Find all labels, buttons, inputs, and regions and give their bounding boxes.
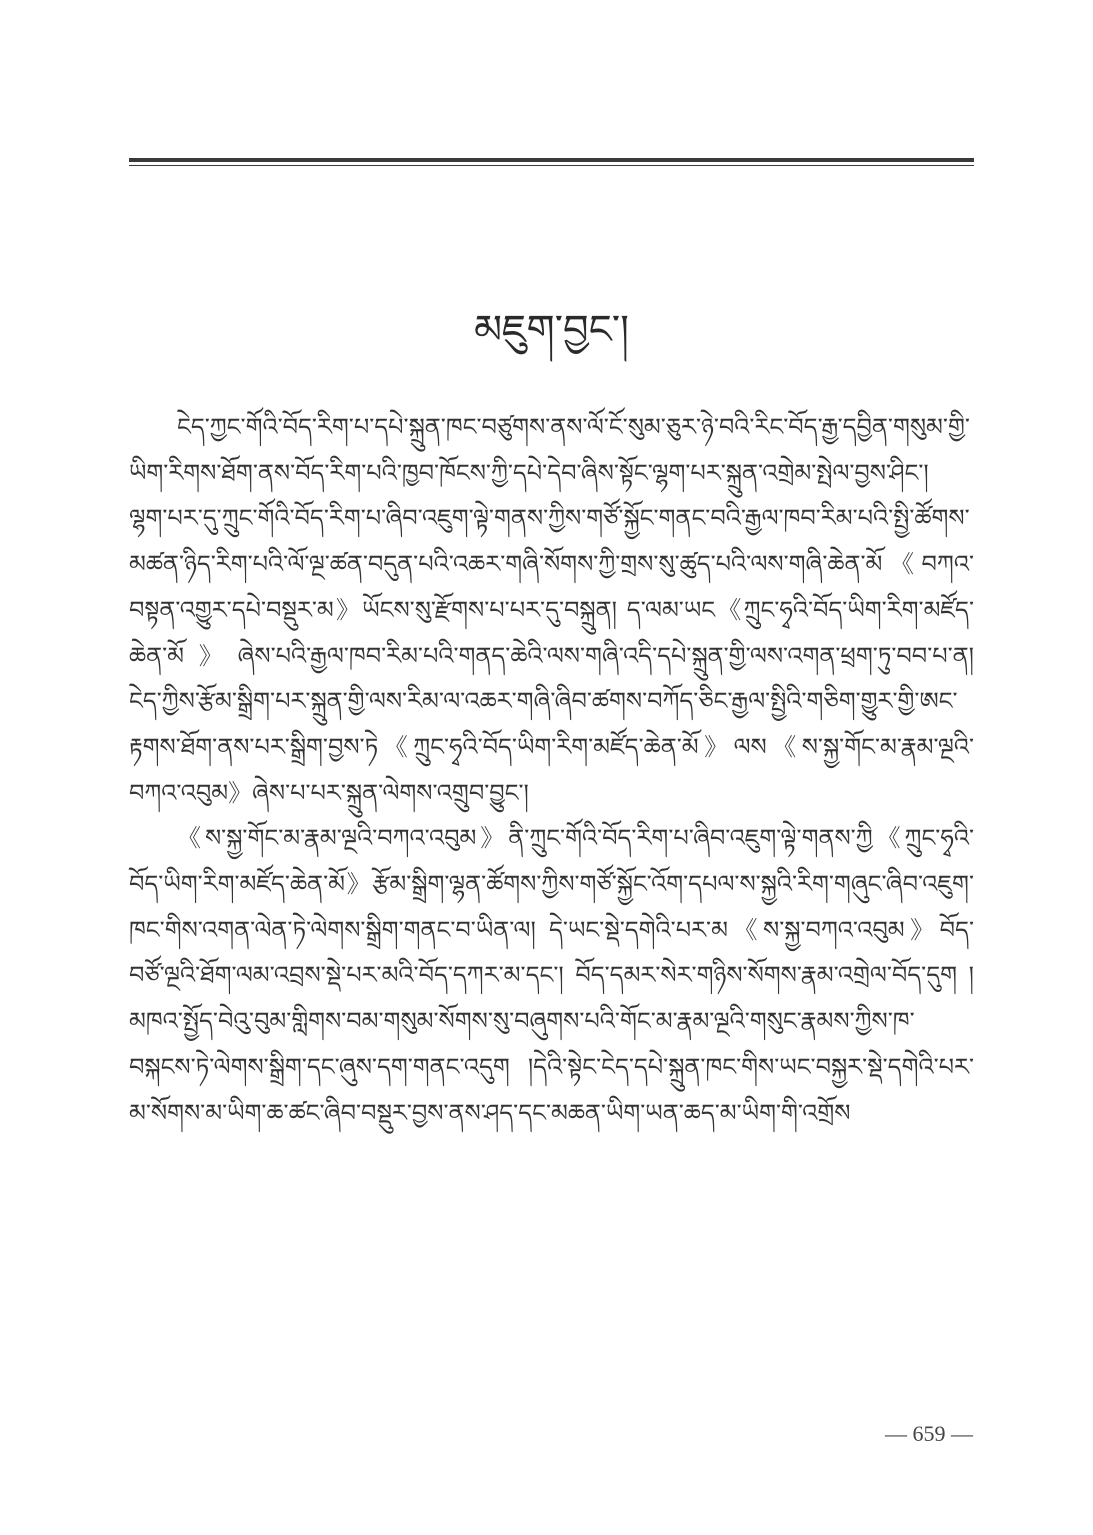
paragraph-2: 《ས་སྐྱ་གོང་མ་རྣམ་ལྔའི་བཀའ་འབུམ》ནི་ཀྲུང་གོའི་བོད་རིག་པ་ཞིབ་འཇུག་ལྟེ་གནས་ཀྱི《ཀྲུང་ཧྭའི་བོད་ཡིག་རིག་མཛོད་ཆེན་མོ》རྩོམ་སྒྲིག་ལྷན་ཚོགས་ཀྱིས་གཙོ་སྐྱོང་འོག་དཔལ་ས་སྐྱའི་རིག་གཞུང་ཞིབ་འཇུག་ཁང་གིས་འགན་ལེན་ཏེ་ལེགས་སྒྲིག་གནང་བ་ཡིན་ལ། དེ་ཡང་སྡེ་དགེའི་པར་མ《ས་སྐྱ་བཀའ་འབུམ》བོད་བཙོ་ལྔའི་ཐོག་ལམ་འབྲས་སྡེ་པར་མའི་བོད་དཀར་མ་དང་། བོད་དམར་སེར་གཉིས་སོགས་རྣམ་འགྲེལ་བོད་དུག །མཁའ་སྤྱོད་བེའུ་བུམ་གླིགས་བམ་གསུམ་སོགས་སུ་བཞུགས་པའི་གོང་མ་རྣམ་ལྔའི་གསུང་རྣམས་ཀྱིས་ཁ་བསྐངས་ཏེ་ལེགས་སྒྲིག་དང་ཞུས་དག་གནང་འདུག །དེའི་སྟེང་ངེད་དཔེ་སྐྲུན་ཁང་གིས་ཡང་བསྐྱར་སྡེ་དགེའི་པར་མ་སོགས་མ་ཡིག་ཆ་ཚང་ཞིབ་བསྡུར་བྱས་ནས་ཤད་དང་མཆན་ཡིག་ཡན་ཆད་མ་ཡིག་གི་འགྲོས: [129, 824, 974, 1127]
page-number: — 659 —: [885, 1421, 973, 1446]
paragraph-1: ངེད་ཀྱང་གོའི་བོད་རིག་པ་དཔེ་སྐྲུན་ཁང་བཙུགས་ནས་ལོ་ངོ་སུམ་ཅུར་ཉེ་བའི་རིང་བོད་རྒྱ་དབྱིན་གསུམ་གྱི་ཡིག་རིགས་ཐོག་ནས་བོད་རིག་པའི་ཁྱབ་ཁོངས་ཀྱི་དཔེ་དེབ་ཞིས་སྟོང་ལྷག་པར་སྐྲུན་འགྲེམ་སྤེལ་བྱས་ཤིང་། ལྷག་པར་དུ་ཀྲུང་གོའི་བོད་རིག་པ་ཞིབ་འཇུག་ལྟེ་གནས་ཀྱིས་གཙོ་སྐྱོང་གནང་བའི་རྒྱལ་ཁབ་རིམ་པའི་སྤྱི་ཚོགས་མཚན་ཉིད་རིག་པའི་ལོ་ལྔ་ཚན་བདུན་པའི་འཆར་གཞི་སོགས་ཀྱི་གྲས་སུ་ཚུད་པའི་ལས་གཞི་ཆེན་མོ《བཀའ་བསྟན་འགྱུར་དཔེ་བསྡུར་མ》ཡོངས་སུ་རྫོགས་པ་པར་དུ་བསྐྲུན། ད་ལམ་ཡང《ཀྲུང་ཧྭའི་བོད་ཡིག་རིག་མཛོད་ཆེན་མོ》ཞེས་པའི་རྒྱལ་ཁབ་རིམ་པའི་གནད་ཆེའི་ལས་གཞི་འདི་དཔེ་སྐྲུན་གྱི་ལས་འགན་ཕྲག་ཏུ་བབ་པ་ན། ངེད་ཀྱིས་རྩོམ་སྒྲིག་པར་སྐྲུན་གྱི་ལས་རིམ་ལ་འཆར་གཞི་ཞིབ་ཚགས་བཀོད་ཅིང་རྒྱལ་སྤྱིའི་གཅིག་གྱུར་གྱི་ཨང་རྟགས་ཐོག་ནས་པར་སྒྲིག་བྱས་ཏེ《ཀྲུང་ཧྭའི་བོད་ཡིག་རིག་མཛོད་ཆེན་མོ》ལས《ས་སྐྱ་གོང་མ་རྣམ་ལྔའི་བཀའ་འབུམ》ཞེས་པ་པར་སྐྲུན་ལེགས་འགྲུབ་བྱུང་།: [129, 413, 974, 807]
body-text: [129, 405, 974, 1136]
header-rule-thick: [129, 158, 974, 162]
page-title: མཇུག་བྱང་།: [473, 307, 630, 353]
header-rule-thin: [129, 165, 974, 166]
